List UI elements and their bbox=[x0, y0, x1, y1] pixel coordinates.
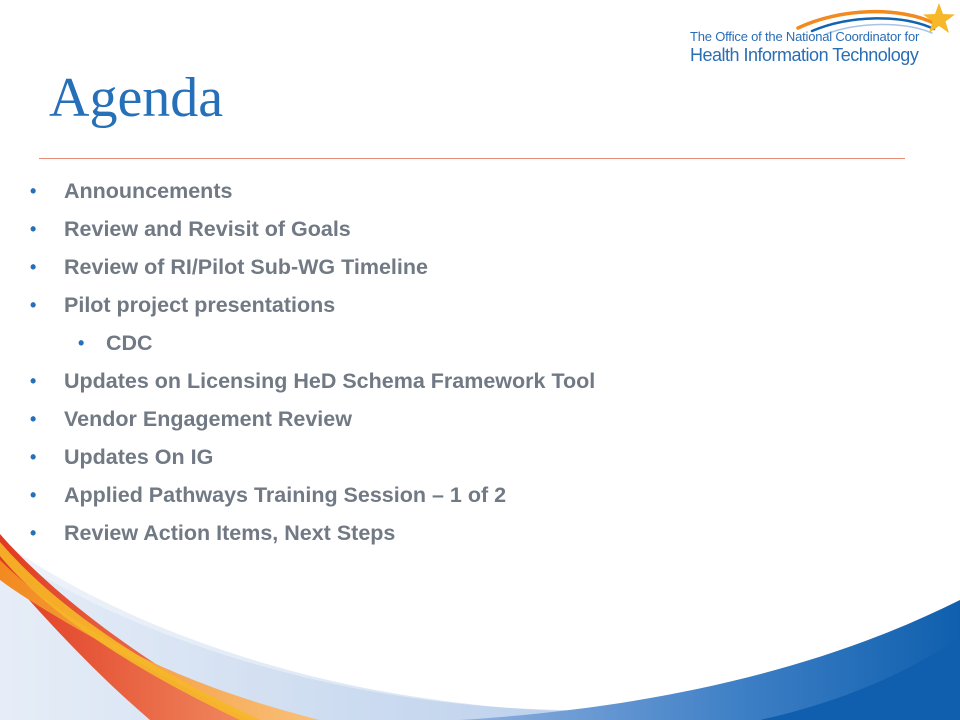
agenda-item-text: Announcements bbox=[64, 179, 233, 203]
agenda-item bbox=[0, 286, 595, 324]
bullet-icon: • bbox=[30, 409, 37, 429]
slide-title: Agenda bbox=[49, 67, 224, 129]
agenda-item-text: CDC bbox=[106, 331, 153, 355]
agenda-item bbox=[0, 438, 595, 476]
agenda-item bbox=[0, 362, 595, 400]
bullet-icon: • bbox=[30, 295, 37, 315]
agenda-item-text: Updates on Licensing HeD Schema Framework Tool bbox=[64, 369, 596, 393]
agenda-item-text: Pilot project presentations bbox=[64, 293, 336, 317]
agenda-item-text: Applied Pathways Training Session – 1 of 2 bbox=[64, 483, 507, 507]
agenda-item bbox=[0, 172, 595, 210]
agenda-item-text: Review of RI/Pilot Sub-WG Timeline bbox=[64, 255, 428, 279]
bullet-icon: • bbox=[30, 485, 37, 505]
star-icon bbox=[922, 2, 956, 36]
agenda-item bbox=[0, 476, 595, 514]
agenda-subitem bbox=[0, 324, 595, 362]
agenda-item-text: Review Action Items, Next Steps bbox=[64, 521, 396, 545]
title-divider bbox=[39, 158, 905, 159]
logo-line-1: The Office of the National Coordinator for bbox=[690, 29, 920, 44]
bullet-icon: • bbox=[30, 523, 37, 543]
agenda-item bbox=[0, 400, 595, 438]
logo-line-2: Health Information Technology bbox=[690, 45, 919, 65]
onc-logo bbox=[690, 2, 958, 70]
bullet-icon: • bbox=[30, 447, 37, 467]
agenda-item-text: Updates On IG bbox=[64, 445, 214, 469]
bullet-icon: • bbox=[30, 257, 37, 277]
bullet-icon: • bbox=[30, 371, 37, 391]
agenda-list bbox=[0, 172, 595, 552]
agenda-item-text: Review and Revisit of Goals bbox=[64, 217, 351, 241]
decorative-swoosh-waves bbox=[0, 520, 960, 720]
bullet-icon: • bbox=[30, 181, 37, 201]
agenda-item-text: Vendor Engagement Review bbox=[64, 407, 352, 431]
bullet-icon: • bbox=[30, 219, 37, 239]
logo-text bbox=[690, 30, 919, 64]
agenda-item bbox=[0, 210, 595, 248]
agenda-item bbox=[0, 248, 595, 286]
bullet-icon: • bbox=[78, 333, 85, 353]
